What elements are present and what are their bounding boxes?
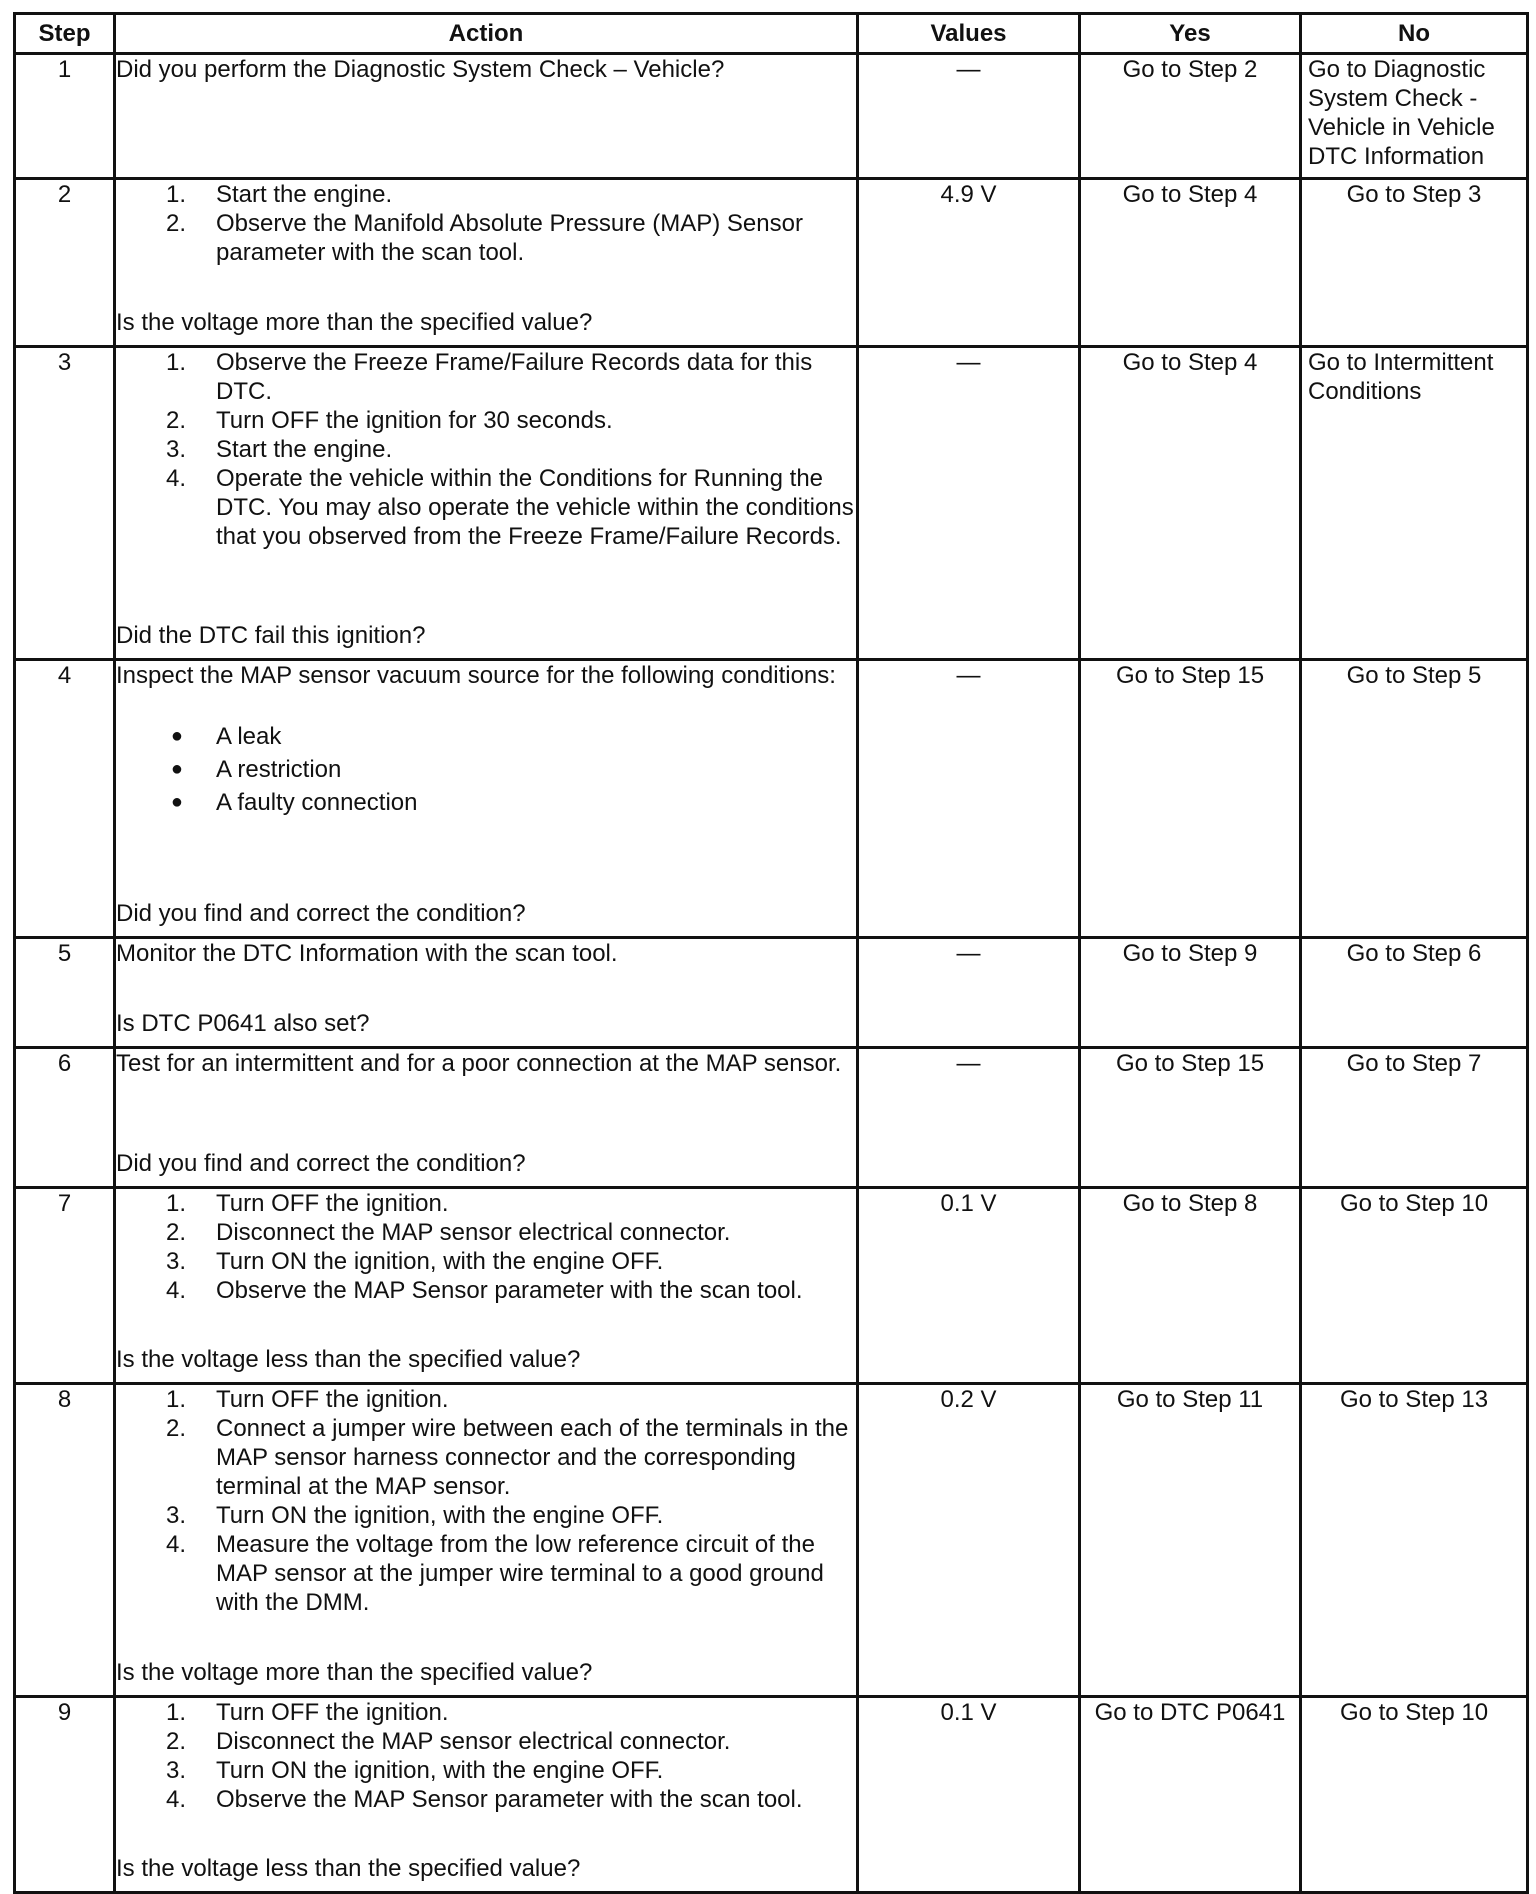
list-item-number: 1.	[165, 1386, 186, 1413]
value-cell: —	[858, 660, 1080, 938]
list-item	[116, 1385, 856, 1414]
yes-action-link[interactable]: Go to Step 15	[1115, 1050, 1265, 1077]
no-cell	[1301, 1048, 1528, 1188]
table-row	[15, 347, 1528, 660]
list-item-text: Turn OFF the ignition.	[216, 1190, 449, 1217]
list-item-text: Observe the Freeze Frame/Failure Records data for this DTC.	[216, 349, 813, 405]
action-question: Is the voltage less than the specified value?	[116, 1855, 581, 1882]
yes-cell	[1080, 660, 1301, 938]
list-item-text: Observe the MAP Sensor parameter with the scan tool.	[216, 1786, 803, 1813]
step-number: 1	[15, 54, 115, 179]
list-item	[116, 464, 856, 551]
step-number: 9	[15, 1697, 115, 1893]
list-item	[116, 406, 856, 435]
no-action-link[interactable]: Go to Step 13	[1339, 1386, 1489, 1413]
no-action-link[interactable]: Go to Step 5	[1346, 662, 1482, 689]
numbered-list	[116, 1698, 856, 1814]
list-item	[116, 753, 856, 786]
yes-action-link[interactable]: Go to Step 4	[1122, 349, 1258, 376]
header-no: No	[1301, 14, 1528, 54]
list-item-number: 2.	[165, 407, 186, 434]
list-item-text: Turn ON the ignition, with the engine OFF.	[216, 1248, 664, 1275]
action-body	[116, 939, 856, 968]
yes-cell	[1080, 1188, 1301, 1384]
list-item	[116, 1276, 856, 1305]
bullet-list	[116, 720, 856, 819]
list-item	[116, 1414, 856, 1501]
action-intro: Did you perform the Diagnostic System Check – Vehicle?	[116, 56, 725, 83]
list-item-text: Turn OFF the ignition.	[216, 1699, 449, 1726]
list-item	[116, 1698, 856, 1727]
numbered-list	[116, 180, 856, 267]
yes-action-link[interactable]: Go to Step 4	[1122, 181, 1258, 208]
list-item	[116, 435, 856, 464]
value-cell: 0.2 V	[858, 1384, 1080, 1697]
list-item-text: Turn ON the ignition, with the engine OFF.	[216, 1757, 664, 1784]
list-item-text: A restriction	[216, 756, 342, 783]
yes-cell	[1080, 347, 1301, 660]
list-item-text: A leak	[216, 723, 282, 750]
action-body	[116, 1385, 856, 1617]
step-number: 6	[15, 1048, 115, 1188]
yes-cell	[1080, 179, 1301, 347]
list-item	[116, 1218, 856, 1247]
step-number: 8	[15, 1384, 115, 1697]
numbered-list	[116, 1385, 856, 1617]
action-cell	[115, 1384, 858, 1697]
no-cell	[1301, 347, 1528, 660]
list-item-number: 2.	[165, 1219, 186, 1246]
list-item-text: Operate the vehicle within the Conditions for Running the DTC. You may also operate the vehicle within the conditions that you observed from the Freeze Frame/Failure Records.	[216, 465, 854, 550]
yes-cell	[1080, 938, 1301, 1048]
value-cell: 0.1 V	[858, 1697, 1080, 1893]
list-item-text: Start the engine.	[216, 436, 393, 463]
list-item-text: Observe the Manifold Absolute Pressure (MAP) Sensor parameter with the scan tool.	[216, 210, 803, 266]
header-action: Action	[115, 14, 858, 54]
action-body	[116, 1049, 856, 1078]
step-number: 4	[15, 660, 115, 938]
list-item	[116, 1785, 856, 1814]
action-question: Did the DTC fail this ignition?	[116, 622, 426, 649]
no-action-link[interactable]: Go to Intermittent Conditions	[1308, 349, 1494, 405]
action-body	[116, 661, 856, 819]
header-values: Values	[858, 14, 1080, 54]
list-item-number: 3.	[165, 1757, 186, 1784]
list-item-number: 2.	[165, 1415, 186, 1442]
list-item-text: Start the engine.	[216, 181, 393, 208]
list-item	[116, 1501, 856, 1530]
bullet-icon: ●	[170, 758, 183, 780]
bullet-icon: ●	[170, 791, 183, 813]
no-cell	[1301, 938, 1528, 1048]
no-cell	[1301, 179, 1528, 347]
list-item-text: Turn OFF the ignition for 30 seconds.	[216, 407, 613, 434]
header-yes: Yes	[1080, 14, 1301, 54]
yes-action-link[interactable]: Go to Step 15	[1115, 662, 1265, 689]
yes-action-link[interactable]: Go to Step 9	[1122, 940, 1258, 967]
yes-cell	[1080, 1048, 1301, 1188]
list-item-number: 3.	[165, 1502, 186, 1529]
no-action-link[interactable]: Go to Step 10	[1339, 1699, 1489, 1726]
yes-cell	[1080, 1384, 1301, 1697]
value-cell: —	[858, 347, 1080, 660]
yes-cell	[1080, 54, 1301, 179]
list-item-text: Disconnect the MAP sensor electrical connector.	[216, 1728, 731, 1755]
table-row	[15, 1384, 1528, 1697]
list-item-number: 1.	[165, 1699, 186, 1726]
diagnostic-table	[13, 12, 1529, 1894]
action-cell	[115, 1697, 858, 1893]
no-cell	[1301, 660, 1528, 938]
list-item-number: 4.	[165, 1277, 186, 1304]
list-item-text: Disconnect the MAP sensor electrical connector.	[216, 1219, 731, 1246]
no-action-link[interactable]: Go to Step 10	[1339, 1190, 1489, 1217]
numbered-list	[116, 1189, 856, 1305]
list-item-text: Connect a jumper wire between each of the terminals in the MAP sensor harness connector and the corresponding terminal at the MAP sensor.	[216, 1415, 849, 1500]
action-intro: Inspect the MAP sensor vacuum source for the following conditions:	[116, 662, 836, 689]
action-question: Did you find and correct the condition?	[116, 900, 526, 927]
action-cell	[115, 1188, 858, 1384]
list-item	[116, 1247, 856, 1276]
list-item-number: 4.	[165, 1531, 186, 1558]
action-body	[116, 1189, 856, 1305]
action-cell	[115, 347, 858, 660]
table-row	[15, 1188, 1528, 1384]
list-item-number: 4.	[165, 1786, 186, 1813]
action-cell	[115, 54, 858, 179]
no-cell	[1301, 54, 1528, 179]
list-item-number: 1.	[165, 181, 186, 208]
action-question: Is the voltage more than the specified value?	[116, 1659, 593, 1686]
table-row	[15, 660, 1528, 938]
list-item-text: Turn ON the ignition, with the engine OFF.	[216, 1502, 664, 1529]
list-item-text: Observe the MAP Sensor parameter with the scan tool.	[216, 1277, 803, 1304]
value-cell: —	[858, 54, 1080, 179]
list-item	[116, 1727, 856, 1756]
action-intro: Monitor the DTC Information with the scan tool.	[116, 940, 618, 967]
value-cell: 4.9 V	[858, 179, 1080, 347]
list-item	[116, 1530, 856, 1617]
table-row	[15, 1048, 1528, 1188]
action-question: Is the voltage less than the specified value?	[116, 1346, 581, 1373]
list-item	[116, 180, 856, 209]
list-item-number: 2.	[165, 210, 186, 237]
action-cell	[115, 660, 858, 938]
table-row	[15, 938, 1528, 1048]
value-cell: —	[858, 1048, 1080, 1188]
list-item	[116, 1756, 856, 1785]
no-action-link[interactable]: Go to Step 3	[1346, 181, 1482, 208]
bullet-icon: ●	[170, 725, 183, 747]
list-item-number: 3.	[165, 436, 186, 463]
step-number: 5	[15, 938, 115, 1048]
header-row	[15, 14, 1528, 54]
no-action-link[interactable]: Go to Step 6	[1346, 940, 1482, 967]
list-item-number: 3.	[165, 1248, 186, 1275]
yes-action-link[interactable]: Go to Step 2	[1122, 56, 1258, 83]
yes-action-link[interactable]: Go to Step 11	[1116, 1386, 1264, 1413]
step-number: 2	[15, 179, 115, 347]
list-item-text: Measure the voltage from the low reference circuit of the MAP sensor at the jumper wire terminal to a good ground with the DMM.	[216, 1531, 824, 1616]
action-question: Is the voltage more than the specified value?	[116, 309, 593, 336]
no-cell	[1301, 1697, 1528, 1893]
table-row	[15, 1697, 1528, 1893]
yes-action-link[interactable]: Go to DTC P0641	[1094, 1699, 1286, 1726]
yes-cell	[1080, 1697, 1301, 1893]
no-cell	[1301, 1384, 1528, 1697]
action-cell	[115, 1048, 858, 1188]
action-question: Is DTC P0641 also set?	[116, 1010, 370, 1037]
list-item-text: A faulty connection	[216, 789, 418, 816]
table-row	[15, 179, 1528, 347]
numbered-list	[116, 348, 856, 551]
action-body	[116, 1698, 856, 1814]
no-action-link[interactable]: Go to Step 7	[1346, 1050, 1482, 1077]
value-cell: —	[858, 938, 1080, 1048]
action-body	[116, 180, 856, 267]
list-item	[116, 786, 856, 819]
no-cell	[1301, 1188, 1528, 1384]
action-cell	[115, 179, 858, 347]
table-row	[15, 54, 1528, 179]
list-item-number: 4.	[165, 465, 186, 492]
action-question: Did you find and correct the condition?	[116, 1150, 526, 1177]
yes-action-link[interactable]: Go to Step 8	[1122, 1190, 1258, 1217]
list-item	[116, 348, 856, 406]
list-item-number: 1.	[165, 349, 186, 376]
step-number: 7	[15, 1188, 115, 1384]
value-cell: 0.1 V	[858, 1188, 1080, 1384]
list-item	[116, 720, 856, 753]
list-item-number: 2.	[165, 1728, 186, 1755]
action-body	[116, 55, 856, 84]
step-number: 3	[15, 347, 115, 660]
list-item-number: 1.	[165, 1190, 186, 1217]
header-step: Step	[15, 14, 115, 54]
list-item-text: Turn OFF the ignition.	[216, 1386, 449, 1413]
action-intro: Test for an intermittent and for a poor connection at the MAP sensor.	[116, 1050, 842, 1077]
list-item	[116, 1189, 856, 1218]
no-action-link[interactable]: Go to Diagnostic System Check - Vehicle in Vehicle DTC Information	[1308, 56, 1495, 170]
action-body	[116, 348, 856, 551]
action-cell	[115, 938, 858, 1048]
list-item	[116, 209, 856, 267]
